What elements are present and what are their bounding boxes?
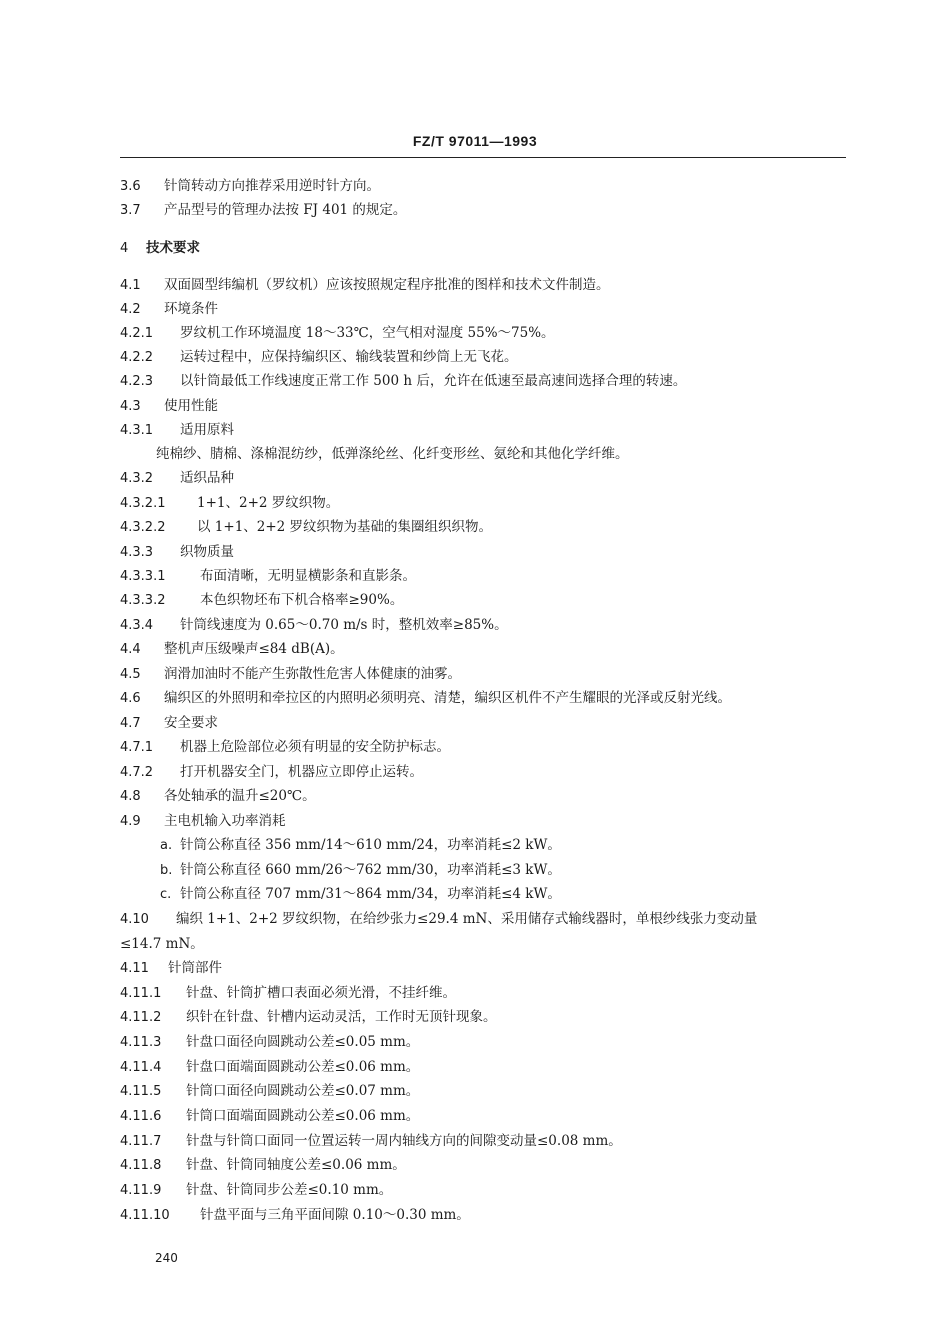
clause-4-3-3-1 [120, 567, 416, 586]
clause-text: 针盘与针筒口面同一位置运转一周内轴线方向的间隙变动量≤0.08 mm。 [186, 1133, 622, 1149]
clause-4-7 [120, 714, 218, 733]
clause-text: 使用性能 [164, 398, 218, 414]
clause-text: ≤14.7 mN。 [120, 936, 204, 952]
clause-text: 编织 1+1、2+2 罗纹织物，在给纱张力≤29.4 mN、采用储存式输线器时，单根纱线张力变动量 [176, 911, 758, 927]
page-number: 240 [155, 1251, 178, 1265]
section-title: 技术要求 [146, 240, 200, 256]
clause-text: 针筒公称直径 356 mm/14～610 mm/24，功率消耗≤2 kW。 [180, 837, 561, 853]
clause-text: 针筒口面端面圆跳动公差≤0.06 mm。 [186, 1108, 420, 1124]
clause-number: 4.3.2 [120, 471, 154, 486]
clause-number: 4.3 [120, 399, 141, 414]
clause-4-4 [120, 640, 344, 659]
clause-4-2-2 [120, 348, 518, 367]
clause-text: 适用原料 [180, 422, 234, 438]
list-item-c [160, 885, 561, 904]
clause-number: 4.11.3 [120, 1035, 162, 1050]
clause-number: 4.11.7 [120, 1134, 162, 1149]
clause-4-11-10 [120, 1206, 470, 1225]
clause-text: 针筒线速度为 0.65～0.70 m/s 时，整机效率≥85%。 [180, 617, 508, 633]
clause-text: 针盘、针筒同轴度公差≤0.06 mm。 [186, 1157, 406, 1173]
clause-text: 编织区的外照明和牵拉区的内照明必须明亮、清楚，编织区机件不产生耀眼的光泽或反射光线。 [164, 690, 731, 706]
clause-number: 4.3.1 [120, 423, 154, 438]
clause-number: 4.11.4 [120, 1060, 162, 1075]
clause-number: 4.3.4 [120, 618, 154, 633]
clause-text: 环境条件 [164, 301, 218, 317]
clause-text: 针盘口面端面圆跳动公差≤0.06 mm。 [186, 1059, 420, 1075]
clause-text: 织针在针盘、针槽内运动灵活，工作时无顶针现象。 [186, 1009, 497, 1025]
clause-4-3-2 [120, 469, 234, 488]
clause-4-11-7 [120, 1132, 622, 1151]
clause-number: 4.11.5 [120, 1084, 162, 1099]
header-divider [120, 157, 846, 158]
clause-text: 以 1+1、2+2 罗纹织物为基础的集圈组织织物。 [197, 519, 493, 535]
clause-4-6 [120, 689, 731, 708]
clause-number: 3.7 [120, 203, 141, 218]
clause-text: 织物质量 [180, 544, 234, 560]
clause-number: 4.9 [120, 814, 141, 829]
clause-4-11-5 [120, 1082, 419, 1101]
clause-4-11-9 [120, 1181, 392, 1200]
clause-number: 4.2.2 [120, 350, 154, 365]
clause-4-11-4 [120, 1058, 419, 1077]
clause-number: 4.3.2.2 [120, 520, 166, 535]
clause-number: 4.11.6 [120, 1109, 162, 1124]
clause-3-7 [120, 201, 406, 220]
clause-number: 4.11 [120, 961, 149, 976]
clause-4-11-8 [120, 1156, 406, 1175]
clause-number: 4.4 [120, 642, 141, 657]
list-marker: c. [160, 887, 172, 902]
clause-4-3 [120, 397, 218, 416]
clause-text: 产品型号的管理办法按 FJ 401 的规定。 [164, 202, 407, 218]
clause-4-3-4 [120, 616, 508, 635]
clause-text: 针筒口面径向圆跳动公差≤0.07 mm。 [186, 1083, 420, 1099]
clause-4-3-1 [120, 421, 234, 440]
clause-text: 针筒公称直径 707 mm/31～864 mm/34，功率消耗≤4 kW。 [180, 886, 561, 902]
clause-4-8 [120, 787, 316, 806]
clause-text: 针盘、针筒扩槽口表面必须光滑，不挂纤维。 [186, 985, 456, 1001]
clause-text: 以针筒最低工作线速度正常工作 500 h 后，允许在低速至最高速间选择合理的转速。 [180, 373, 687, 389]
clause-number: 4.3.3 [120, 545, 154, 560]
clause-text: 打开机器安全门，机器应立即停止运转。 [180, 764, 423, 780]
clause-continuation [120, 935, 204, 953]
clause-4-2-1 [120, 324, 555, 343]
clause-text: 针筒转动方向推荐采用逆时针方向。 [164, 178, 380, 194]
clause-number: 4.3.2.1 [120, 496, 166, 511]
clause-number: 4.3.3.1 [120, 569, 166, 584]
clause-4-2-3 [120, 372, 686, 391]
clause-number: 4.11.2 [120, 1010, 162, 1025]
clause-number: 4.6 [120, 691, 141, 706]
clause-4-3-3 [120, 543, 234, 562]
clause-4-3-2-1 [120, 494, 339, 513]
clause-number: 4.10 [120, 912, 149, 927]
clause-number: 4.2.3 [120, 374, 154, 389]
clause-4-1 [120, 276, 610, 295]
clause-4-11 [120, 959, 222, 978]
clause-3-6 [120, 177, 380, 196]
list-marker: a. [160, 838, 173, 853]
clause-text: 机器上危险部位必须有明显的安全防护标志。 [180, 739, 450, 755]
clause-4-11-2 [120, 1008, 497, 1027]
clause-4-11-1 [120, 984, 456, 1003]
clause-text: 润滑加油时不能产生弥散性危害人体健康的油雾。 [164, 666, 461, 682]
clause-4-11-6 [120, 1107, 419, 1126]
clause-text: 纯棉纱、腈棉、涤棉混纺纱，低弹涤纶丝、化纤变形丝、氨纶和其他化学纤维。 [156, 446, 629, 462]
clause-text: 各处轴承的温升≤20℃。 [164, 788, 316, 804]
clause-number: 4 [120, 241, 129, 256]
clause-text: 针盘平面与三角平面间隙 0.10～0.30 mm。 [200, 1207, 470, 1223]
clause-number: 4.5 [120, 667, 141, 682]
clause-text: 主电机输入功率消耗 [164, 813, 286, 829]
clause-text: 运转过程中，应保持编织区、输线装置和纱筒上无飞花。 [180, 349, 518, 365]
clause-number: 4.3.3.2 [120, 593, 166, 608]
clause-text: 布面清晰，无明显横影条和直影条。 [200, 568, 416, 584]
section-heading-4 [120, 239, 200, 258]
clause-4-3-2-2 [120, 518, 492, 537]
clause-number: 4.1 [120, 278, 141, 293]
list-item-b [160, 861, 561, 880]
clause-4-7-2 [120, 763, 423, 782]
clause-number: 4.2.1 [120, 326, 154, 341]
clause-text: 本色织物坯布下机合格率≥90%。 [200, 592, 404, 608]
clause-4-2 [120, 300, 218, 319]
clause-text: 安全要求 [164, 715, 218, 731]
clause-4-3-3-2 [120, 591, 403, 610]
clause-4-5 [120, 665, 461, 684]
clause-text: 针盘、针筒同步公差≤0.10 mm。 [186, 1182, 393, 1198]
clause-number: 4.7 [120, 716, 141, 731]
clause-number: 4.7.2 [120, 765, 154, 780]
clause-text: 双面圆型纬编机（罗纹机）应该按照规定程序批准的图样和技术文件制造。 [164, 277, 610, 293]
clause-number: 4.11.10 [120, 1208, 170, 1223]
clause-text: 罗纹机工作环境温度 18～33℃，空气相对湿度 55%～75%。 [180, 325, 555, 341]
clause-4-11-3 [120, 1033, 419, 1052]
clause-4-10 [120, 910, 757, 929]
clause-4-9 [120, 812, 286, 831]
clause-number: 4.11.1 [120, 986, 162, 1001]
clause-number: 4.7.1 [120, 740, 154, 755]
clause-number: 4.11.9 [120, 1183, 162, 1198]
clause-number: 3.6 [120, 179, 141, 194]
clause-text: 针筒部件 [168, 960, 222, 976]
standard-code: FZ/T 97011—1993 [412, 133, 538, 149]
clause-number: 4.11.8 [120, 1158, 162, 1173]
clause-text: 整机声压级噪声≤84 dB(A)。 [164, 641, 344, 657]
clause-text: 针筒公称直径 660 mm/26～762 mm/30，功率消耗≤3 kW。 [180, 862, 561, 878]
clause-text: 1+1、2+2 罗纹织物。 [197, 495, 340, 511]
clause-number: 4.2 [120, 302, 141, 317]
clause-continuation [156, 445, 629, 463]
clause-text: 适织品种 [180, 470, 234, 486]
clause-text: 针盘口面径向圆跳动公差≤0.05 mm。 [186, 1034, 420, 1050]
list-marker: b. [160, 863, 173, 878]
clause-number: 4.8 [120, 789, 141, 804]
list-item-a [160, 836, 561, 855]
clause-4-7-1 [120, 738, 450, 757]
